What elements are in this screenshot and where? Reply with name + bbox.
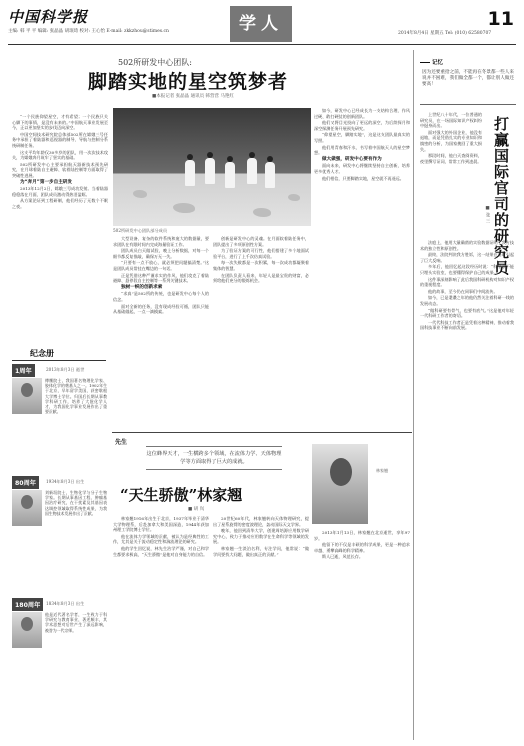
paragraph: 林家翘一生淡泊名利，专注学问，他常说：“做学问要找大问题，做出真正的贡献。” — [213, 545, 309, 557]
photo-person-head — [227, 156, 233, 162]
paragraph: 那段时间，他白天查阅资料，夜里撰写证词，常常工作到凌晨。 — [420, 153, 482, 164]
photo-rock — [288, 194, 300, 201]
photo-person-head — [187, 154, 193, 160]
photo-person-head — [267, 156, 273, 162]
paragraph: 在团队负责人看来，年轻人是最宝贵的财富，必须给他们充分的锻炼机会。 — [213, 272, 309, 284]
paragraph: 林家翘1916年出生于北京，1937年毕业于清华大学物理系，后赴加拿大和美国深造，1944年获加州理工学院博士学位。 — [113, 516, 209, 533]
memorial-title: 纪念册 — [30, 348, 54, 358]
paragraph: 这支平均年龄仅30多岁的团队，用一次次技术攻关，为嫦娥奔月筑牢了坚实的基础。 — [12, 149, 108, 161]
paragraph: 大型设备、复杂的软件系统和庞大的数据量，要求团队在有限时间内完成海量验证工作。 — [113, 236, 209, 247]
entry-header — [12, 476, 108, 488]
paragraph: 502所研发中心主要承担航天器新技术预先研究，在月球着陆自主避障、软着陆控制等方面取得了突破性进展。 — [12, 161, 108, 178]
photo-rock — [173, 203, 195, 213]
paragraph: 他们相信，只要脚踏实地，星空就不再遥远。 — [322, 175, 404, 181]
sidebar-column-top — [420, 112, 482, 234]
lead-column-4 — [314, 108, 410, 426]
lead-subhead: 独树一帜的创新求索 — [121, 284, 163, 290]
sidebar-label: 记忆 — [420, 58, 443, 66]
photo-person-head — [207, 152, 213, 158]
memorial-entry — [12, 598, 108, 738]
sidebar-intro: 因为还要重拾之前，不能再在冬景都一些人来说并不困难，我们做全都一个，都让别人做还要高！ — [422, 70, 514, 88]
paragraph: 面对强大的外国企业，他没有退缩，而是凭借扎实的专业知识和缜密的分析，为国家挽回了重大损失。 — [420, 129, 482, 152]
paragraph: 上世纪八十年代，一位普通的研究员，在一场国际知识产权纠纷中挺身而出。 — [420, 112, 482, 129]
photo-person — [247, 158, 257, 184]
paragraph: 每一次失败都是一次积累，每一次成功都凝聚着集体的智慧。 — [213, 260, 309, 271]
anniversary-badge: 80周年 — [12, 476, 39, 489]
paragraph: “求真”是502所的传统，也是研发中心每个人的信念。 — [113, 291, 209, 302]
issue-date: 2014年8月4日 星期五 Tel: (010) 62580707 — [398, 31, 492, 36]
paragraph: 为了验证方案的可行性，他们搭建了多个地面试验平台，进行了上千次仿真试验。 — [213, 248, 309, 259]
paragraph: 这件事深刻影响了此后我国科研机构对知识产权的重视程度。 — [420, 276, 514, 288]
photo-person-head — [249, 152, 255, 158]
entry-date: 1934年8月3日 出生 — [46, 479, 85, 484]
entry-text: 傅鹰院士，我国著名物理化学家、胶体化学的奠基人之一。1902年生于北京，早年留学美国，获密歇根大学博士学位。归国后长期从事教学科研工作，培养了大批化学人才，为我国化学事业发展作出了重要贡献。 — [45, 378, 107, 415]
paragraph: “一个民族仰望星空，才有希望；一个民族只关心脚下的事情，是没有未来的。”中国航天事业发展至今，正以更加坚实的步伐迈向深空。 — [12, 114, 108, 131]
newspaper-logo: 中国科学报 — [8, 8, 89, 26]
paragraph: 20世纪60年代，林家翘转向天体物理研究，提出了星系旋臂的密度波理论，轰动国际天文学界。 — [213, 516, 309, 527]
photo-person — [265, 162, 275, 188]
memorial-rule — [12, 360, 106, 361]
paragraph: 斯人已逝，风范长存。 — [322, 554, 363, 560]
feature-byline: ■ 胡 岚 — [188, 507, 205, 512]
feature-column-1 — [113, 516, 209, 738]
paragraph: “仰望星空，脚踏实地”，这是这支团队最真实的写照。 — [314, 132, 410, 143]
team-photo — [113, 108, 311, 226]
entry-date: 2013年8月3日 逝世 — [46, 367, 85, 372]
feature-label: 先生 — [115, 439, 128, 446]
entry-date: 1834年8月3日 出生 — [46, 601, 85, 606]
portrait-photo — [12, 490, 42, 526]
paragraph: “做科研要有骨气，也要有底气。”这是他对年轻一代科研工作者的寄语。 — [420, 307, 514, 319]
lead-subhead: 为“奔月”第一步自主研发 — [20, 179, 72, 185]
portrait-photo — [12, 612, 42, 648]
section-tab: 学人 — [230, 6, 292, 42]
sidebar-byline: ■ 张 三 — [485, 206, 490, 223]
feature-column-2 — [213, 516, 309, 738]
paragraph: 创新是研发中心的灵魂。在月面软着陆任务中，团队提出了多项原创性方案。 — [213, 236, 309, 247]
paragraph: 他的故事，至今仍在同事们中间流传。 — [428, 288, 498, 294]
lead-column-1 — [12, 114, 108, 344]
feature-rule — [112, 432, 412, 433]
lead-headline: 脚踏实地的星空筑梦者 — [88, 71, 289, 93]
photo-caption: 502所研发中心团队部分成员 — [113, 228, 168, 233]
masthead-rule — [8, 44, 516, 45]
feature-headline: “天生骄傲”林家翘 — [120, 486, 243, 504]
feature-portrait-caption: 林家翘 — [376, 468, 388, 473]
feature-pullquote: 这位蜂界天才，一生横跨多个领域，在流体力学、天体物理学等方面取得了巨大的成就。 — [146, 446, 282, 470]
entry-header — [12, 364, 108, 376]
paragraph: 中国空间技术研究院总体部502所在嫦娥三号任务中承担了着陆器和巡视器的制导、导航与控制分系统研制任务。 — [12, 131, 108, 148]
paragraph: 最终，法院判决我方胜诉，这一结果在当时引起了巨大反响。 — [420, 252, 514, 263]
paragraph: 如今，已是耄耋之年的他仍然关注着科研一线的发展动态。 — [420, 295, 514, 306]
photo-person — [185, 160, 195, 186]
paragraph: 如今，研发中心已经成长为一支结构合理、作风过硬、敢打硬仗的创新团队。 — [314, 108, 410, 119]
lead-subhead: 做大做强，研发中心要有作为 — [322, 156, 382, 162]
page-number: 11 — [487, 8, 514, 30]
lead-column-2 — [113, 236, 209, 426]
paragraph: 一代代科技工作者正是凭着这种精神，推动着我国科技事业不断向前发展。 — [420, 319, 514, 331]
paragraph: 多年后，他回忆起这段经历时说：“科学家不能只埋头实验室，也要懂得保护自己的成果。” — [420, 264, 514, 275]
paragraph: 法庭上，他用大量确凿的实验数据证明了我方技术的独立性和原创性。 — [420, 240, 514, 251]
feature-portrait — [312, 444, 368, 524]
entry-text: 刘新垣院士，生物化学与分子生物学家。长期从事基因工程、肿瘤基因治疗研究，在干扰素及其基因表达调控领域取得系统性成果，为我国生物技术发展作出了贡献。 — [45, 490, 107, 516]
sidebar-column — [420, 240, 514, 738]
memorial-entry — [12, 364, 108, 472]
paragraph: 他留下的不仅是丰硕的科学成果，更是一种追求卓越、勇攀高峰的科学精神。 — [314, 542, 410, 553]
photo-rock — [253, 208, 271, 217]
paragraph: 2013年12月2日，嫦娥三号成功发射。当着陆器稳稳落在月面，团队成员激动得热泪盈眶。 — [12, 186, 108, 197]
paragraph: 他们又将目光投向了更远的深空，为后续探月和深空探测任务开展预先研究。 — [314, 120, 410, 131]
paragraph: 面对全新的任务，没有现成经验可循，团队只能从基础做起，一点一滴摸索。 — [113, 303, 209, 315]
photo-person — [205, 158, 215, 184]
feature-column-3 — [314, 530, 410, 738]
paragraph: 晚年，他回到清华大学，创建周培源应用数学研究中心，致力于推动应用数学在生命科学等领域的发展。 — [213, 528, 309, 545]
paragraph: 他的学生回忆说，林先生治学严谨，对自己和学生都要求极高，“天生骄傲”是他对自身能力的自信。 — [113, 545, 209, 557]
paragraph: 团队成员白天做试验，晚上分析数据，对每一个细节都反复推敲，确保万无一失。 — [113, 248, 209, 259]
anniversary-badge: 1周年 — [12, 364, 35, 377]
sidebar-headline: 打赢国际官司的研究员 — [492, 116, 510, 276]
sidebar-rule — [420, 104, 516, 105]
anniversary-badge: 180周年 — [12, 598, 43, 611]
paragraph: 从方案论证到工程研制，他们经历了无数个不眠之夜。 — [12, 198, 108, 209]
entry-header — [12, 598, 108, 610]
paragraph: 2013年1月13日，林家翘在北京逝世，享年97岁。 — [314, 530, 410, 541]
lead-byline: ■本报记者 张晶晶 通讯员 韩营营 马艳红 — [152, 94, 234, 99]
lead-kicker: 502所研发中心团队: — [118, 58, 192, 67]
sidebar-divider — [413, 50, 414, 740]
photo-person — [225, 162, 235, 188]
entry-text: 他是近代著名学者，一生致力于科学研究与教育事业，著述颇丰，其学术思想对后世产生了深远影响，被誉为一代宗师。 — [45, 612, 107, 633]
paragraph: 他在流体力学领域的贡献，被认为是经典性的工作，尤其是关于流动稳定性和湍流理论的研究。 — [113, 533, 209, 545]
memorial-entry — [12, 476, 108, 594]
paragraph: 正是凭借这种严谨求实的作风，他们攻克了着陆避障、悬停段自主控制等一系列关键技术。 — [113, 272, 209, 284]
portrait-photo — [12, 378, 42, 414]
lead-column-3 — [213, 236, 309, 426]
paragraph: 面向未来，研发中心将继续坚持自主创新，培养更多优秀人才。 — [314, 163, 410, 174]
paragraph: “只要有一点不放心，就必须把问题搞清楚。”这是团队成员常挂在嘴边的一句话。 — [113, 260, 209, 271]
photo-rock — [133, 190, 147, 198]
masthead — [8, 6, 516, 44]
paragraph: 他们用青春和汗水，书写着中国航天人的星空梦想。 — [314, 144, 410, 156]
editor-info: 主编: 韩 平 平 编辑: 张晶晶 胡珉琦 校对: 王心怡 E-mail: zkkzhou@stimes.cn — [8, 29, 169, 34]
